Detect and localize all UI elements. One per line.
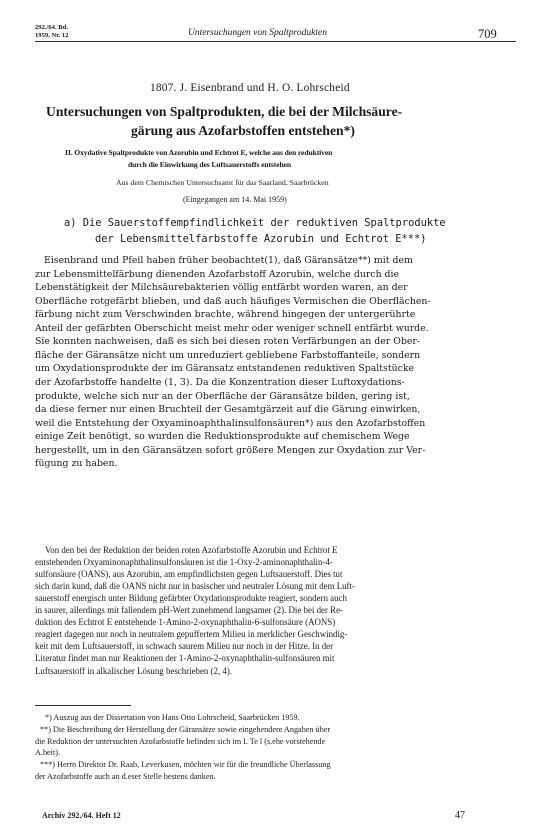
para2-line: entstehenden Oxyaminonaphthalinsulfonsäuren ist die 1-Oxy-2-aminonaphthalin-4- — [35, 557, 333, 568]
article-title-line-1: Untersuchungen von Spaltprodukten, die bei der Milchsäure- — [46, 104, 403, 119]
para1-line: hergestellt, um in den Gäransätzen sofort größere Mengen zur Oxydation zur Ver- — [35, 444, 426, 456]
para2-line: Literatur findet man nur Reaktionen der 1-Amino-2-oxynaphthalin-sulfonsäuren mit — [35, 653, 335, 664]
para2-line: keit mit dem Luftsauerstoff, in schwach saurem Milieu nur noch in der Hitze. In der — [35, 641, 334, 652]
journal-volume: 292./64. Bd. — [35, 24, 68, 31]
para2-line: in saurer, allerdings mit fallendem pH-Wert zunehmend langsamer (2). Die bei der Re- — [35, 605, 343, 616]
para1-line: Lebenstätigkeit der Milchsäurebakterien völlig entfärbt worden waren, an der — [35, 282, 408, 294]
para1-line: da diese ferner nur einen Bruchteil der Gesamtgärzeit auf die Gärung einwirken, — [35, 404, 421, 416]
para1-line: einige Zeit benötigt, so wurden die Reduktionsprodukte auf chemischem Wege — [35, 431, 410, 443]
footnotes-line: ***) Herrn Direktor Dr. Raab, Leverkusen, möchten wir für die freundliche Überlassung — [40, 760, 331, 770]
footnotes-line: *) Auszug aus der Dissertation von Hans Otto Lohrscheid, Saarbrücken 1959. — [45, 713, 300, 722]
article-subtitle-line-2: durch die Einwirkung des Luftsauerstoffs entstehen — [128, 160, 291, 169]
footer-page-number: 47 — [455, 810, 465, 821]
footnotes-line: die Reduktion der untersuchten Azofarbstoffe befinden sich im I. Te l (s.ehe vorstehende — [35, 736, 326, 746]
article-authors: 1807. J. Eisenbrand und H. O. Lohrscheid — [150, 82, 350, 94]
para1-line: zur Lebensmittelfärbung dienenden Azofarbstoff Azorubin, welche durch die — [35, 268, 400, 280]
para2-line: sauerstoff energisch unter Bildung gefärbter Oxydationsprodukte reagiert, sondern auch — [35, 593, 347, 604]
section-heading-line-1: a) Die Sauerstoffempfindlichkeit der reduktiven Spaltprodukte — [64, 217, 446, 229]
para2-line: duktion des Echtrot E entstehende 1-Amino-2-oxynaphthalin-6-sulfonsäure (AONS) — [35, 617, 336, 628]
article-title-line-2: gärung aus Azofarbstoffen entstehen*) — [131, 123, 355, 138]
institute-line: Aus dem Chemischen Untersuchsamt für das Saarland, Saarbrücken — [116, 178, 329, 187]
running-title: Untersuchungen von Spaltprodukten — [188, 28, 327, 38]
header-rule — [35, 41, 516, 42]
received-date: (Eingegangen am 14. Mai 1959) — [183, 195, 287, 204]
section-heading-line-2: der Lebensmittelfarbstoffe Azorubin und Echtrot E***) — [95, 233, 427, 245]
header-page-number: 709 — [478, 27, 497, 41]
para2-line: Luftsauerstoff in alkalischer Lösung beschrieben (2, 4). — [35, 665, 232, 676]
para1-line: der Azofarbstoffe handelte (1, 3). Da die Konzentration dieser Luftoxydations- — [35, 376, 405, 388]
para2-line: sich darin kund, daß die OANS nicht nur in basischer und neutraler Lösung mit dem Luft- — [35, 581, 355, 592]
para1-line: Eisenbrand und Pfeil haben früher beobachtet(1), daß Gäransätze**) mit dem — [44, 255, 413, 266]
para2-line: sulfonsäure (OANS), aus Azorubin, am empfindlichsten gegen Luftsauerstoff. Dies tut — [35, 569, 343, 580]
footnote-rule — [35, 705, 131, 706]
para1-line: Oberfläche rotgefärbt blieben, und daß auch häufiges Vermischen die Oberflächen- — [35, 295, 431, 307]
para1-line: Sie konnten nachweisen, daß es sich bei diesen roten Verfärbungen an der Ober- — [35, 336, 421, 348]
para1-line: Anteil der gefärbten Oberschicht meist mehr oder weniger schnell entfärbt wurde. — [35, 322, 429, 334]
para2-line: Von den bei der Reduktion der beiden roten Azofarbstoffe Azorubin und Echtrot E — [45, 545, 338, 555]
para1-line: färbung nicht zum Verschwinden brachte, während hingegen der untergerührte — [35, 309, 416, 321]
para1-line: fügung zu haben. — [35, 458, 118, 470]
para1-line: um Oxydationsprodukte der im Gäransatz entstandenen reduktiven Spaltstücke — [35, 363, 415, 375]
para1-line: produkte, welche sich nur an der Oberfläche der Gäransätze bilden, gering ist, — [35, 390, 410, 402]
journal-year-issue: 1959, Nr. 12 — [35, 31, 69, 39]
article-subtitle-line-1: II. Oxydative Spaltprodukte von Azorubin und Echtrot E, welche aus den reduktiven — [65, 148, 333, 157]
para1-line: weil die Entstehung der Oxyaminoaphthalinsulfonsäuren*) aus den Azofarbstoffen — [35, 417, 426, 429]
para2-line: reagiert dagegen nur noch in neutralem gepuffertem Milieu in merklicher Geschwindig- — [35, 629, 348, 640]
journal-reference — [35, 24, 68, 39]
footer-archive-reference: Archiv 292./64. Heft 12 — [42, 811, 121, 820]
para1-line: fläche der Gäransätze nicht um unreduziert gebliebene Farbstoffanteile, sondern — [35, 349, 421, 361]
footnotes-line: A.beit). — [35, 748, 61, 758]
footnotes-line: **) Die Beschreibung der Herstellung der Gäransätze sowie eingehendere Angaben über — [40, 724, 331, 734]
footnotes-line: der Azofarbstoffe auch an d.eser Stelle bestens danken. — [35, 772, 216, 781]
